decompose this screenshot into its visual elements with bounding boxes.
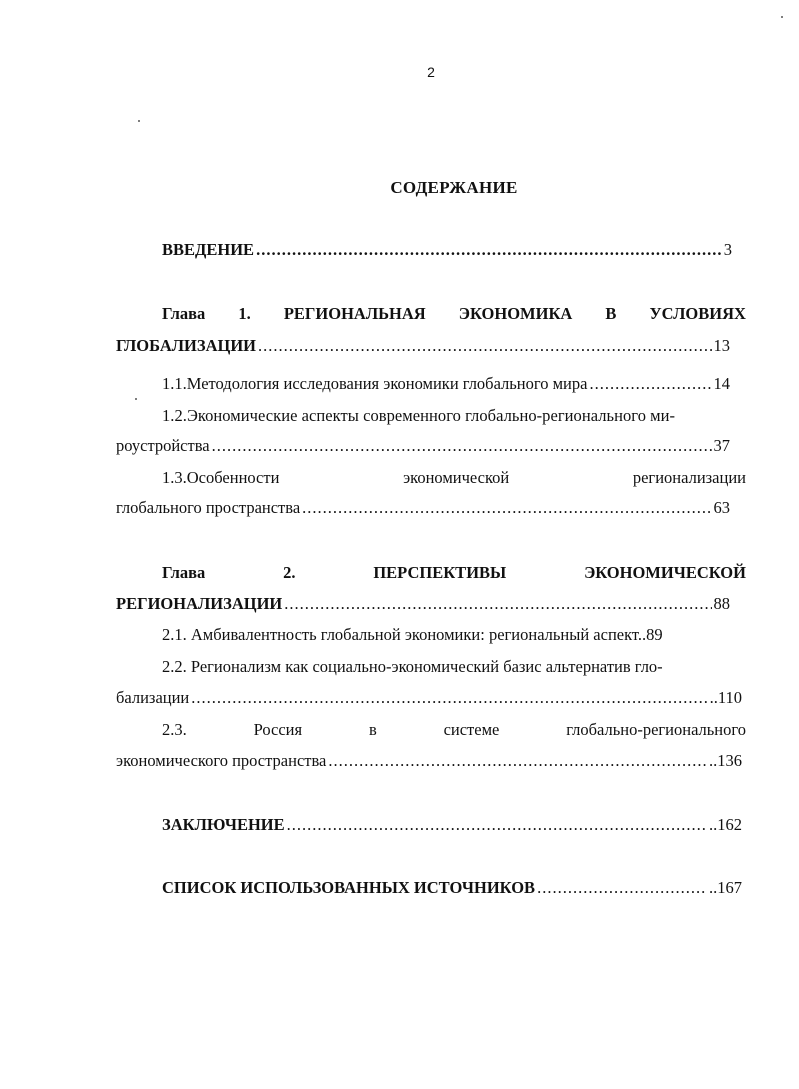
- heading-word: в: [368, 720, 377, 739]
- toc-chapter1-cont: [116, 336, 730, 356]
- dot-leader: [302, 498, 711, 518]
- dot-leader: [328, 751, 707, 771]
- dot-leader: [589, 374, 711, 394]
- heading-word: УСЛОВИЯХ: [649, 304, 746, 323]
- heading-word: ЭКОНОМИЧЕСКОЙ: [584, 563, 746, 582]
- heading-word: 2.: [283, 563, 296, 582]
- toc-chapter2-cont: [116, 594, 730, 614]
- toc-chapter2-heading: [162, 563, 746, 583]
- toc-entry-label: глобального пространства: [116, 498, 301, 517]
- page-number: 2: [427, 64, 435, 80]
- toc-section-1-3: [162, 468, 746, 488]
- heading-word: 1.: [238, 304, 251, 323]
- toc-entry-label: 2.1. Амбивалентность глобальной экономики: региональный аспект..89: [162, 625, 663, 644]
- dot-leader: [212, 436, 712, 456]
- toc-entry-conclusion: [162, 815, 742, 835]
- heading-word: ПЕРСПЕКТИВЫ: [373, 563, 507, 582]
- dot-leader: [256, 240, 722, 260]
- toc-entry-label: СПИСОК ИСПОЛЬЗОВАННЫХ ИСТОЧНИКОВ: [162, 878, 536, 897]
- toc-entry-label: 1.1.Методология исследования экономики глобального мира: [162, 374, 588, 393]
- dot-leader: [287, 815, 707, 835]
- scan-speck: [781, 16, 783, 18]
- toc-entry-label: роустройства: [116, 436, 210, 455]
- toc-section-2-3: [162, 720, 746, 740]
- toc-entry-sources: [162, 878, 742, 898]
- toc-entry-page: 63: [713, 498, 730, 517]
- toc-entry-label: экономического пространства: [116, 751, 327, 770]
- toc-entry-page: ..136: [709, 751, 742, 770]
- heading-word: В: [605, 304, 617, 323]
- toc-chapter1-heading: [162, 304, 746, 324]
- scan-speck: [138, 120, 140, 122]
- heading-word: Глава: [162, 563, 206, 582]
- toc-section-1-1: [162, 374, 730, 394]
- toc-entry-intro: [162, 240, 732, 260]
- toc-entry-label: бализации: [116, 688, 190, 707]
- toc-entry-page: ..167: [709, 878, 742, 897]
- toc-entry-page: 14: [713, 374, 730, 393]
- toc-section-2-2: [162, 657, 746, 677]
- toc-entry-label: ЗАКЛЮЧЕНИЕ: [162, 815, 285, 834]
- heading-word: Глава: [162, 304, 206, 323]
- toc-entry-page: ..162: [709, 815, 742, 834]
- toc-entry-page: 37: [713, 436, 730, 455]
- dot-leader: [191, 688, 707, 708]
- dot-leader: [537, 878, 707, 898]
- toc-entry-label: ГЛОБАЛИЗАЦИИ: [116, 336, 257, 355]
- heading-word: системе: [443, 720, 500, 739]
- toc-section-1-3-cont: [116, 498, 730, 518]
- heading-word: РЕГИОНАЛЬНАЯ: [283, 304, 426, 323]
- toc-section-2-2-cont: [116, 688, 742, 708]
- heading-word: 1.3.Особенности: [162, 468, 280, 487]
- toc-entry-label: 2.2. Регионализм как социально-экономический базис альтернатив гло-: [162, 657, 663, 676]
- dot-leader: [258, 336, 711, 356]
- toc-section-2-1: [162, 625, 746, 645]
- toc-section-2-3-cont: [116, 751, 742, 771]
- heading-word: глобально-регионального: [566, 720, 746, 739]
- dot-leader: [284, 594, 711, 614]
- toc-entry-page: ..110: [709, 688, 742, 707]
- heading-word: ЭКОНОМИКА: [458, 304, 573, 323]
- toc-entry-page: 13: [713, 336, 730, 355]
- heading-word: регионализации: [632, 468, 746, 487]
- toc-title: СОДЕРЖАНИЕ: [390, 178, 518, 197]
- toc-entry-label: РЕГИОНАЛИЗАЦИИ: [116, 594, 283, 613]
- toc-section-1-2: [162, 406, 746, 426]
- toc-entry-page: 3: [723, 240, 732, 259]
- heading-word: Россия: [253, 720, 303, 739]
- heading-word: 2.3.: [162, 720, 187, 739]
- toc-entry-label: 1.2.Экономические аспекты современного глобально-регионального ми-: [162, 406, 676, 425]
- toc-entry-label: ВВЕДЕНИЕ: [162, 240, 255, 259]
- toc-entry-page: 88: [713, 594, 730, 613]
- scan-speck: [135, 398, 137, 400]
- heading-word: экономической: [403, 468, 510, 487]
- toc-section-1-2-cont: [116, 436, 730, 456]
